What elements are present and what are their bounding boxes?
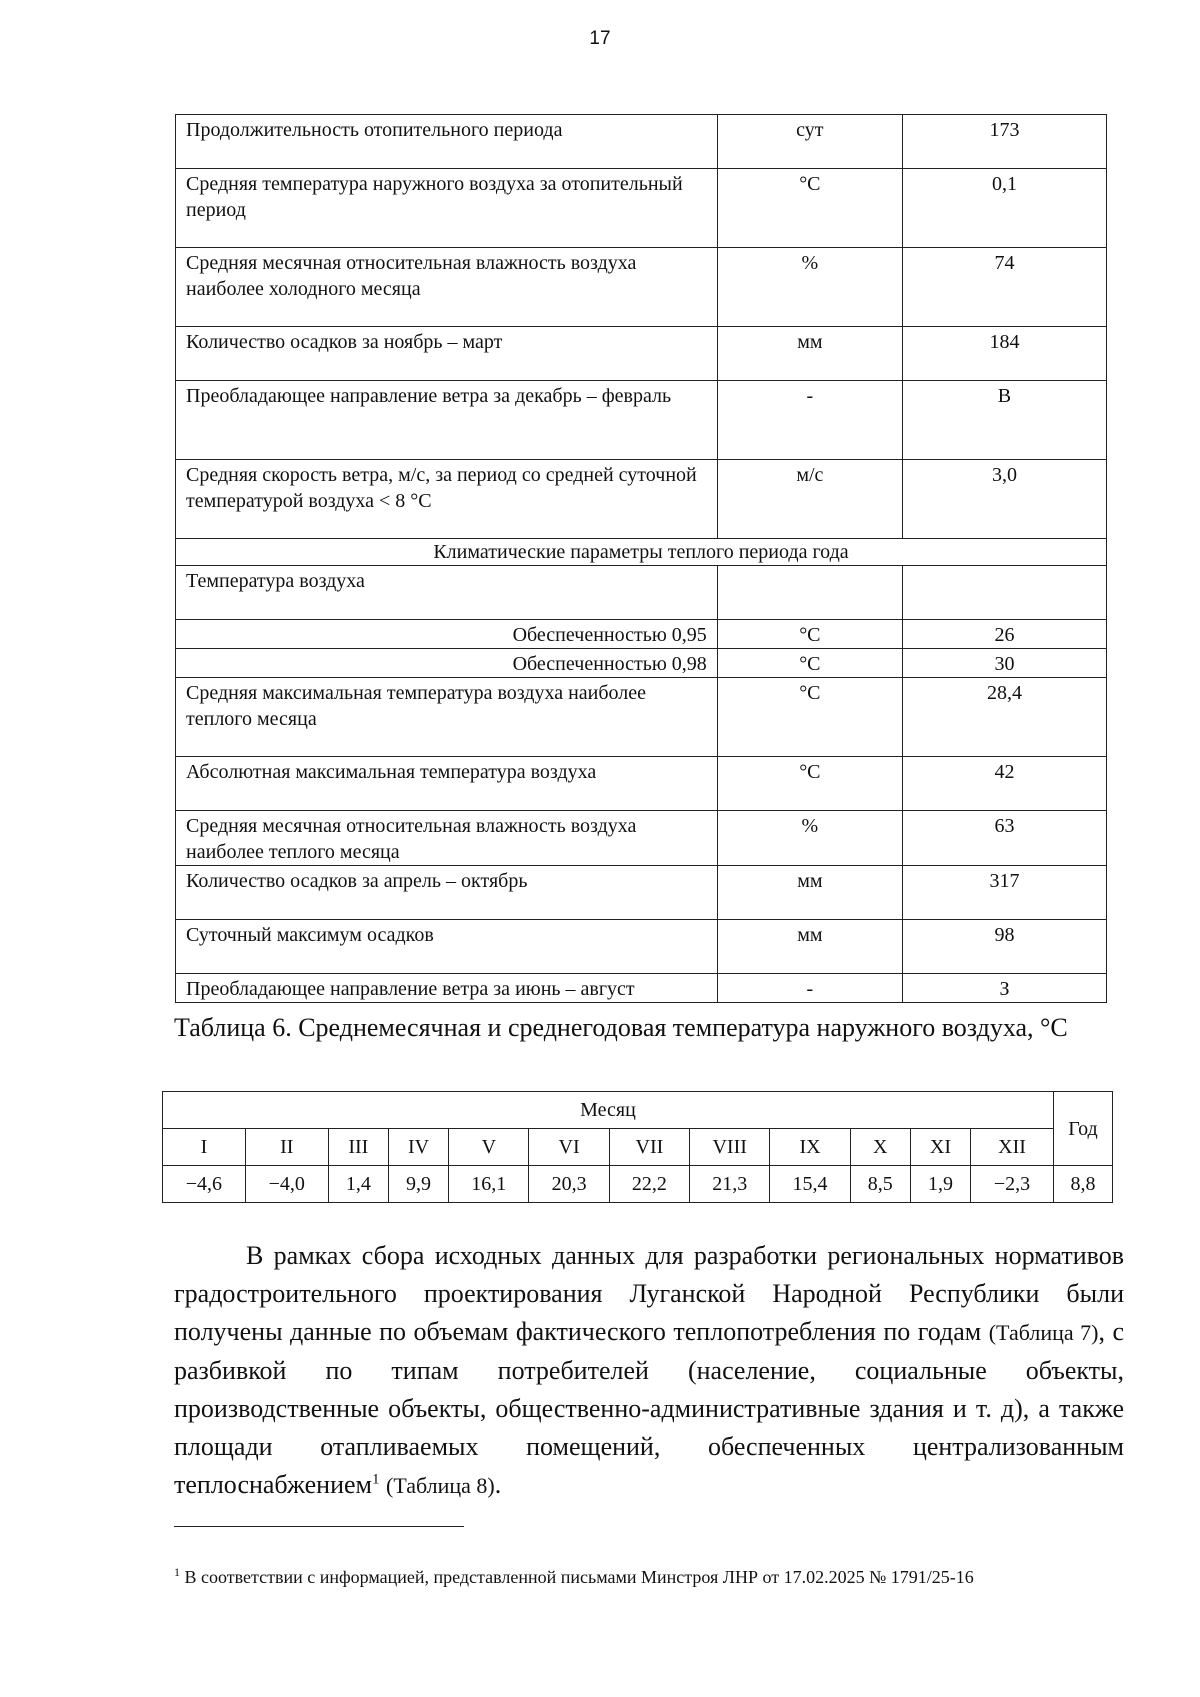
month-cell: XII (971, 1129, 1054, 1166)
table-header-row (163, 1092, 1113, 1129)
temperature-cell: 15,4 (770, 1166, 850, 1203)
param-value: 184 (902, 327, 1106, 381)
month-header: Месяц (163, 1092, 1054, 1129)
table-row (176, 811, 1107, 866)
param-value: 98 (902, 920, 1106, 974)
param-name: Средняя скорость ветра, м/с, за период со средней суточной температурой воздуха < 8 °С (176, 460, 718, 539)
param-value: 42 (902, 757, 1106, 811)
param-value: 63 (902, 811, 1106, 866)
temperature-cell: 8,5 (850, 1166, 910, 1203)
param-unit-empty (717, 566, 902, 620)
paragraph-text: В рамках сбора исходных данных для разработки региональных нормативов градостроительного проектирования Луганской Народной Республики были получены данные по объемам фактического теплопотребления по годам (174, 1241, 1124, 1346)
param-unit: % (717, 248, 902, 327)
month-cell: X (850, 1129, 910, 1166)
month-cell: VII (609, 1129, 689, 1166)
table-row (176, 248, 1107, 327)
table-row (176, 678, 1107, 757)
page-number: 17 (589, 28, 611, 49)
temperature-cell: 16,1 (449, 1166, 529, 1203)
param-unit: - (717, 381, 902, 460)
param-name: Абсолютная максимальная температура воздуха (176, 757, 718, 811)
table-row (176, 169, 1107, 248)
param-unit: °С (717, 169, 902, 248)
section-row (176, 539, 1107, 566)
table-row (176, 327, 1107, 381)
month-cell: I (163, 1129, 246, 1166)
param-value: 3,0 (902, 460, 1106, 539)
param-value: 30 (902, 649, 1106, 678)
param-name: Средняя температура наружного воздуха за отопительный период (176, 169, 718, 248)
param-unit: сут (717, 115, 902, 169)
table-row (176, 460, 1107, 539)
table-row (176, 115, 1107, 169)
param-value: 0,1 (902, 169, 1106, 248)
param-unit: мм (717, 866, 902, 920)
param-name: Преобладающее направление ветра за июнь – август (176, 974, 718, 1003)
year-header: Год (1054, 1092, 1113, 1166)
param-name: Средняя месячная относительная влажность воздуха наиболее холодного месяца (176, 248, 718, 327)
param-name: Количество осадков за апрель – октябрь (176, 866, 718, 920)
param-value: 26 (902, 620, 1106, 649)
param-value: 28,4 (902, 678, 1106, 757)
footnote-divider (174, 1526, 464, 1527)
footnote-mark: 1 (372, 1471, 380, 1488)
month-cell: VI (529, 1129, 609, 1166)
param-name: Средняя максимальная температура воздуха наиболее теплого месяца (176, 678, 718, 757)
table-row (176, 566, 1107, 620)
body-paragraph (174, 1237, 1124, 1505)
param-name: Обеспеченностью 0,95 (176, 620, 718, 649)
footnote-number: 1 (174, 1565, 180, 1579)
climate-parameters-table (175, 114, 1107, 1003)
param-unit: мм (717, 920, 902, 974)
year-value-cell: 8,8 (1054, 1166, 1113, 1203)
month-cell: IX (770, 1129, 850, 1166)
param-unit: м/с (717, 460, 902, 539)
param-name: Температура воздуха (176, 566, 718, 620)
param-value: З (902, 974, 1106, 1003)
paragraph-text: , с разбивкой по типам потребителей (население, социальные объекты, производственные объекты, общественно-административные здания и т. д), а также площади отапливаемых помещений, обеспеченных централизованным теплоснабжением (174, 1317, 1124, 1499)
table-row (176, 866, 1107, 920)
temperature-cell: −4,0 (245, 1166, 328, 1203)
month-cell: II (245, 1129, 328, 1166)
table-row (176, 757, 1107, 811)
param-name: Продолжительность отопительного периода (176, 115, 718, 169)
paragraph-text: . (494, 1470, 502, 1499)
table6-caption: Таблица 6. Среднемесячная и среднегодовая температура наружного воздуха, °С (174, 1013, 1068, 1042)
table-reference: (Таблица 8) (386, 1473, 495, 1498)
month-cell: XI (910, 1129, 970, 1166)
param-unit: % (717, 811, 902, 866)
temperature-cell: 20,3 (529, 1166, 609, 1203)
param-value: В (902, 381, 1106, 460)
footnote (174, 1560, 1124, 1589)
param-unit: - (717, 974, 902, 1003)
temperature-cell: 1,4 (328, 1166, 388, 1203)
param-value: 317 (902, 866, 1106, 920)
temperature-cell: 9,9 (388, 1166, 448, 1203)
param-name: Суточный максимум осадков (176, 920, 718, 974)
param-unit: °С (717, 620, 902, 649)
temperature-cell: −2,3 (971, 1166, 1054, 1203)
param-value: 173 (902, 115, 1106, 169)
table-row (176, 649, 1107, 678)
month-cell: V (449, 1129, 529, 1166)
temperature-cell: 22,2 (609, 1166, 689, 1203)
table-row (176, 381, 1107, 460)
month-cell: III (328, 1129, 388, 1166)
temperature-cell: −4,6 (163, 1166, 246, 1203)
section-title: Климатические параметры теплого периода года (176, 539, 1107, 566)
param-name: Количество осадков за ноябрь – март (176, 327, 718, 381)
param-unit: °С (717, 757, 902, 811)
monthly-temperature-table (162, 1091, 1113, 1203)
table-row (176, 974, 1107, 1003)
values-row (163, 1166, 1113, 1203)
months-row (163, 1129, 1113, 1166)
param-name: Средняя месячная относительная влажность воздуха наиболее теплого месяца (176, 811, 718, 866)
table-reference: (Таблица 7) (988, 1320, 1099, 1345)
month-cell: VIII (690, 1129, 770, 1166)
param-name: Обеспеченностью 0,98 (176, 649, 718, 678)
temperature-cell: 1,9 (910, 1166, 970, 1203)
param-unit: мм (717, 327, 902, 381)
table-row (176, 620, 1107, 649)
param-value: 74 (902, 248, 1106, 327)
param-value-empty (902, 566, 1106, 620)
param-unit: °С (717, 678, 902, 757)
param-name: Преобладающее направление ветра за декабрь – февраль (176, 381, 718, 460)
footnote-text: В соответствии с информацией, представленной письмами Минстроя ЛНР от 17.02.2025 № 1791/25-16 (184, 1567, 974, 1587)
table-row (176, 920, 1107, 974)
param-unit: °С (717, 649, 902, 678)
temperature-cell: 21,3 (690, 1166, 770, 1203)
month-cell: IV (388, 1129, 448, 1166)
